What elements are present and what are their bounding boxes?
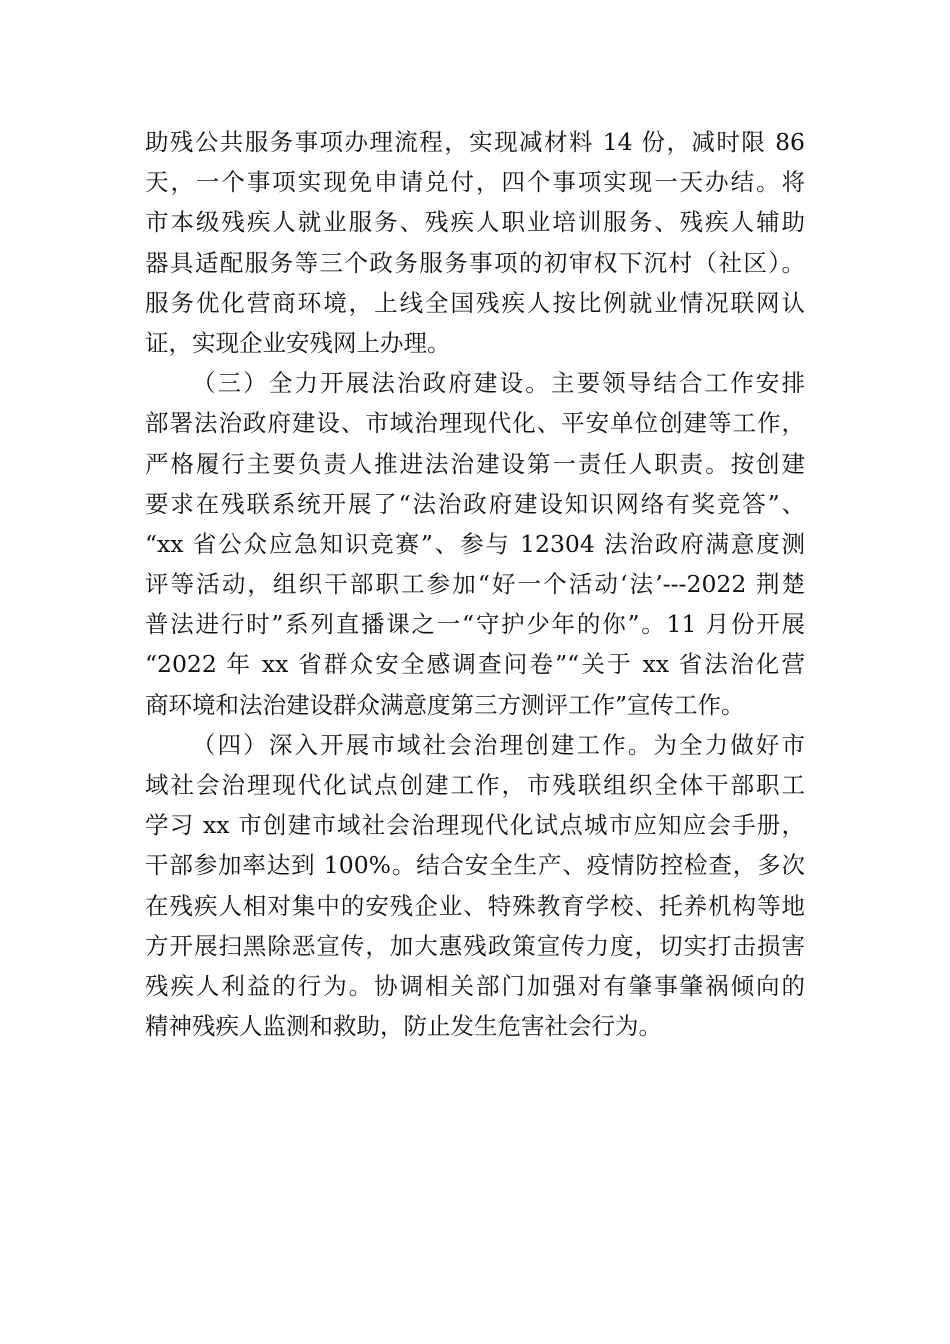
text-line: 评等活动，组织干部职工参加“好一个活动‘法’---2022 荆楚 bbox=[145, 570, 805, 599]
text-line: 普法进行时”系列直播课之一“守护少年的你”。11 月份开展 bbox=[145, 610, 805, 639]
text-line: 在残疾人相对集中的安残企业、特殊教育学校、托养机构等地 bbox=[145, 891, 805, 920]
text-line: 器具适配服务等三个政务服务事项的初审权下沉村（社区）。 bbox=[145, 248, 805, 277]
text-line: 残疾人利益的行为。协调相关部门加强对有肇事肇祸倾向的 bbox=[145, 971, 805, 1000]
text-line: 要求在残联系统开展了“法治政府建设知识网络有奖竞答”、 bbox=[145, 489, 805, 518]
text-line: 精神残疾人监测和救助，防止发生危害社会行为。 bbox=[145, 1012, 662, 1041]
paragraph-heading-line: （四）深入开展市域社会治理创建工作。为全力做好市 bbox=[192, 730, 805, 759]
text-line: 商环境和法治建设群众满意度第三方测评工作”宣传工作。 bbox=[145, 690, 745, 719]
text-line: 助残公共服务事项办理流程，实现减材料 14 份，减时限 86 bbox=[145, 128, 805, 156]
text-line: 证，实现企业安残网上办理。 bbox=[145, 328, 451, 357]
text-line: 方开展扫黑除恶宣传，加大惠残政策宣传力度，切实打击损害 bbox=[145, 931, 805, 960]
text-line: 干部参加率达到 100%。结合安全生产、疫情防控检查，多次 bbox=[145, 851, 805, 880]
text-line: 部署法治政府建设、市域治理现代化、平安单位创建等工作， bbox=[145, 409, 805, 438]
text-line: “2022 年 xx 省群众安全感调查问卷”“关于 xx 省法治化营 bbox=[145, 650, 805, 679]
text-line: 服务优化营商环境，上线全国残疾人按比例就业情况联网认 bbox=[145, 288, 805, 317]
text-line: 严格履行主要负责人推进法治建设第一责任人职责。按创建 bbox=[145, 449, 805, 478]
text-line: “xx 省公众应急知识竞赛”、参与 12304 法治政府满意度测 bbox=[145, 529, 805, 558]
body-text bbox=[145, 122, 805, 1046]
text-line: 域社会治理现代化试点创建工作，市残联组织全体干部职工 bbox=[145, 771, 805, 799]
paragraph-heading-line: （三）全力开展法治政府建设。主要领导结合工作安排 bbox=[192, 369, 805, 398]
text-line: 天，一个事项实现免申请兑付，四个事项实现一天办结。将 bbox=[145, 168, 805, 197]
text-line: 市本级残疾人就业服务、残疾人职业培训服务、残疾人辅助 bbox=[145, 208, 805, 237]
text-line: 学习 xx 市创建市域社会治理现代化试点城市应知应会手册， bbox=[145, 811, 805, 840]
